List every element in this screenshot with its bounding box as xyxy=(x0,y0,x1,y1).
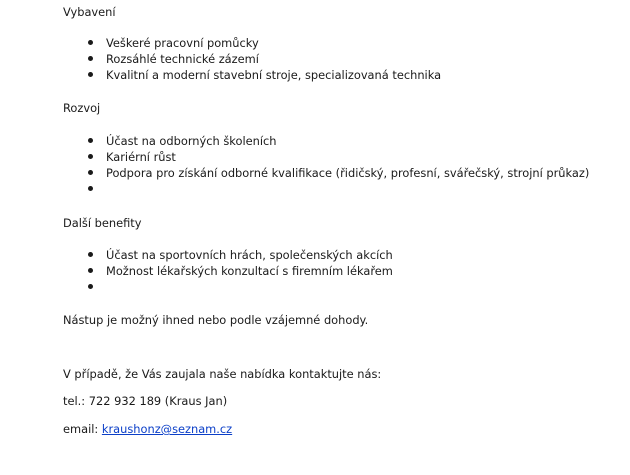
contact-phone: tel.: 722 932 189 (Kraus Jan) xyxy=(63,394,228,408)
list-item-text: Kvalitní a moderní stavební stroje, specializovaná technika xyxy=(106,68,442,82)
bullet-icon xyxy=(88,268,93,273)
email-label: email: xyxy=(63,422,102,436)
bullet-icon xyxy=(88,138,93,143)
list-item-text: Účast na odborných školeních xyxy=(106,134,277,148)
section-heading-dalsi-benefity: Další benefity xyxy=(63,216,142,230)
bullet-icon xyxy=(88,72,93,77)
list-item-text: Kariérní růst xyxy=(106,150,176,164)
bullet-icon xyxy=(88,252,93,257)
list-item-text: Rozsáhlé technické zázemí xyxy=(106,52,259,66)
email-link[interactable]: kraushonz@seznam.cz xyxy=(101,422,233,436)
bullet-icon xyxy=(88,154,93,159)
start-note: Nástup je možný ihned nebo podle vzájemné dohody. xyxy=(63,313,369,327)
bullet-icon xyxy=(88,56,93,61)
list-item-text: Účast na sportovních hrách, společenských akcích xyxy=(106,248,393,262)
contact-intro: V případě, že Vás zaujala naše nabídka kontaktujte nás: xyxy=(63,367,382,381)
list-item-text: Podpora pro získání odborné kvalifikace (řidičský, profesní, svářečský, strojní průkaz) xyxy=(106,166,590,180)
bullet-icon xyxy=(88,40,93,45)
list-item-text: Možnost lékařských konzultací s firemním lékařem xyxy=(106,264,393,278)
list-item-text: Veškeré pracovní pomůcky xyxy=(106,36,259,50)
bullet-icon xyxy=(88,284,93,289)
bullet-icon xyxy=(88,170,93,175)
section-heading-vybaveni: Vybavení xyxy=(63,5,116,19)
bullet-icon xyxy=(88,186,93,191)
section-heading-rozvoj: Rozvoj xyxy=(63,101,101,115)
contact-email-line xyxy=(63,421,232,437)
